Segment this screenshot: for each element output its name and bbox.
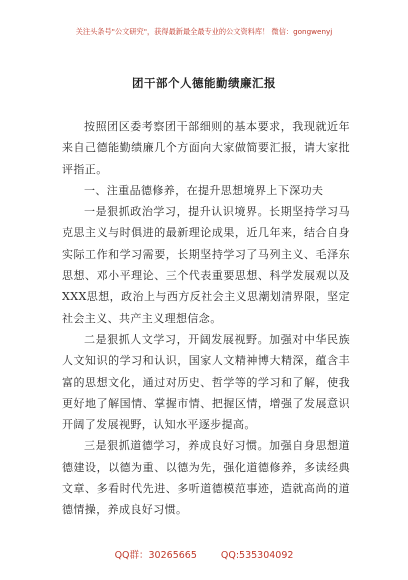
body-paragraph: 三是狠抓道德学习，养成良好习惯。加强自身思想道德建设，以德为重、以德为先，强化道德修养，多读经典文章、多看时代先进、多听道德模范事迹，造就高尚的道德情操，养成良好习惯。 bbox=[62, 439, 350, 517]
footer-contact bbox=[0, 547, 408, 561]
body-paragraph: 一是狠抓政治学习，提升认识境界。长期坚持学习马克思主义与时俱进的最新理论成果，近几年来，结合自身实际工作和学习需要，长期坚持学习了马列主义、毛泽东思想、邓小平理论、三个代表重要思想、科学发展观以及XXX思想，政治上与西方反社会主义思潮划清界限，坚定社会主义、共产主义理想信念。 bbox=[62, 205, 350, 325]
section-heading: 一、注重品德修养，在提升思想境界上下深功夫 bbox=[84, 183, 324, 197]
document-title: 团干部个人德能勤绩廉汇报 bbox=[132, 76, 276, 90]
document-body bbox=[62, 116, 350, 521]
header-promo-note: 关注头条号"公文研究"，获得最新最全最专业的公文资料库！ 微信：gongwenyj bbox=[75, 27, 333, 36]
body-paragraph: 二是狠抓人文学习，开阔发展视野。加强对中华民族人文知识的学习和认识，国家人文精神博大精深，蕴含丰富的思想文化，通过对历史、哲学等的学习和了解，使我更好地了解国情、掌握市情、把握区情，增强了发展意识开阔了发展视野，认知水平逐步提高。 bbox=[62, 332, 350, 432]
footer-qq-group: QQ群：30265665 bbox=[114, 550, 197, 561]
intro-paragraph: 按照团区委考察团干部细则的基本要求，我现就近年来自己德能勤绩廉几个方面向大家做简要汇报，请大家批评指正。 bbox=[62, 120, 350, 176]
footer-qq-number: QQ:535304092 bbox=[220, 550, 294, 561]
